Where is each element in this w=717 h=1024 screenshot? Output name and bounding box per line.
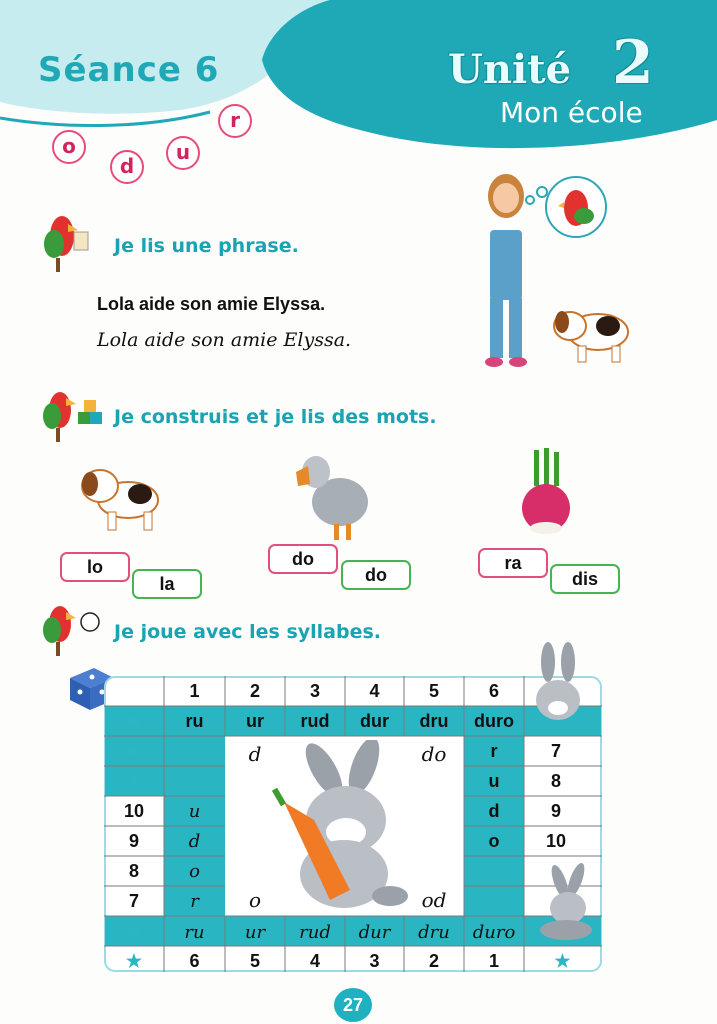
star-icon: ★ — [125, 771, 143, 791]
top-number: 6 — [488, 681, 499, 701]
inner-cursive: d — [248, 742, 262, 766]
parrot-book-icon — [38, 208, 90, 272]
unit-number: 2 — [612, 28, 654, 98]
radish-picture — [512, 448, 582, 544]
inner-cursive: od — [421, 888, 447, 912]
letter-circle: d — [110, 150, 144, 184]
phrase-cursive: Lola aide son amie Elyssa. — [97, 329, 352, 351]
left-number: 7 — [128, 891, 139, 911]
left-letter: u — [188, 801, 201, 822]
bottom-number: 4 — [309, 951, 320, 971]
bottom-cursive: duro — [472, 922, 516, 943]
letter-circle: u — [166, 136, 200, 170]
right-letter: u — [488, 771, 500, 791]
top-number: 4 — [369, 681, 380, 701]
left-number: 8 — [128, 861, 139, 881]
syllable-box: do — [268, 544, 338, 574]
letter-circle: r — [218, 104, 252, 138]
top-syllable: dru — [419, 711, 449, 731]
bottom-number: 3 — [369, 951, 380, 971]
top-syllable: rud — [300, 711, 330, 731]
star-icon: ★ — [125, 741, 143, 761]
left-letter: o — [189, 861, 200, 882]
right-number: 9 — [550, 801, 561, 821]
bottom-number: 1 — [488, 951, 499, 971]
letter-circle: o — [52, 130, 86, 164]
section-title-words: Je construis et je lis des mots. — [114, 406, 437, 428]
bottom-number: 5 — [249, 951, 260, 971]
thought-bubble-parrot — [520, 172, 610, 242]
parrot-blocks-icon — [38, 384, 108, 444]
inner-cursive: do — [421, 742, 447, 766]
section-title-syllables: Je joue avec les syllabes. — [114, 621, 382, 643]
syllable-box: dis — [550, 564, 620, 594]
syllable-box: do — [341, 560, 411, 590]
bottom-number: 2 — [428, 951, 439, 971]
dodo-bird-picture — [290, 448, 380, 548]
section-title-phrase: Je lis une phrase. — [114, 235, 299, 257]
seance-title: Séance 6 — [38, 50, 220, 90]
rabbit-top-right — [528, 640, 588, 736]
right-number: 8 — [550, 771, 561, 791]
top-number: 2 — [249, 681, 260, 701]
left-number: 9 — [128, 831, 139, 851]
bottom-cursive: ru — [184, 922, 205, 943]
rabbit-carrot-illustration — [254, 740, 434, 914]
right-letter: d — [488, 801, 500, 821]
bottom-cursive: rud — [299, 922, 331, 943]
top-syllable: dur — [360, 711, 389, 731]
star-icon: ★ — [554, 951, 571, 971]
top-syllable: ru — [185, 711, 204, 731]
unit-subtitle: Mon école — [500, 96, 643, 129]
top-syllable: ur — [246, 711, 264, 731]
top-number: 3 — [309, 681, 320, 701]
star-icon: ★ — [125, 951, 143, 971]
rabbit-bottom-right — [526, 860, 606, 940]
top-number: 1 — [189, 681, 200, 701]
bottom-number: 6 — [189, 951, 200, 971]
star-icon: ★ — [125, 711, 143, 731]
left-number: 10 — [123, 801, 145, 821]
dog-illustration — [548, 290, 634, 366]
page-number: 27 — [334, 988, 372, 1022]
bottom-cursive: dur — [358, 922, 391, 943]
right-number: 7 — [550, 741, 561, 761]
syllable-box: la — [132, 569, 202, 599]
right-letter: r — [490, 741, 498, 761]
parrot-ball-icon — [38, 596, 104, 658]
bottom-cursive: ur — [244, 922, 266, 943]
right-letter: o — [488, 831, 500, 851]
left-letter: d — [188, 831, 201, 852]
right-number: 10 — [545, 831, 567, 851]
unit-title: Unité — [448, 46, 572, 93]
dog-picture — [74, 450, 164, 536]
syllable-box: lo — [60, 552, 130, 582]
star-icon: ★ — [125, 921, 143, 941]
top-number: 5 — [428, 681, 439, 701]
phrase-print: Lola aide son amie Elyssa. — [97, 294, 326, 314]
left-letter: r — [190, 891, 199, 912]
inner-cursive: o — [248, 888, 262, 912]
syllable-box: ra — [478, 548, 548, 578]
top-syllable: duro — [474, 711, 514, 731]
bottom-cursive: dru — [418, 922, 450, 943]
